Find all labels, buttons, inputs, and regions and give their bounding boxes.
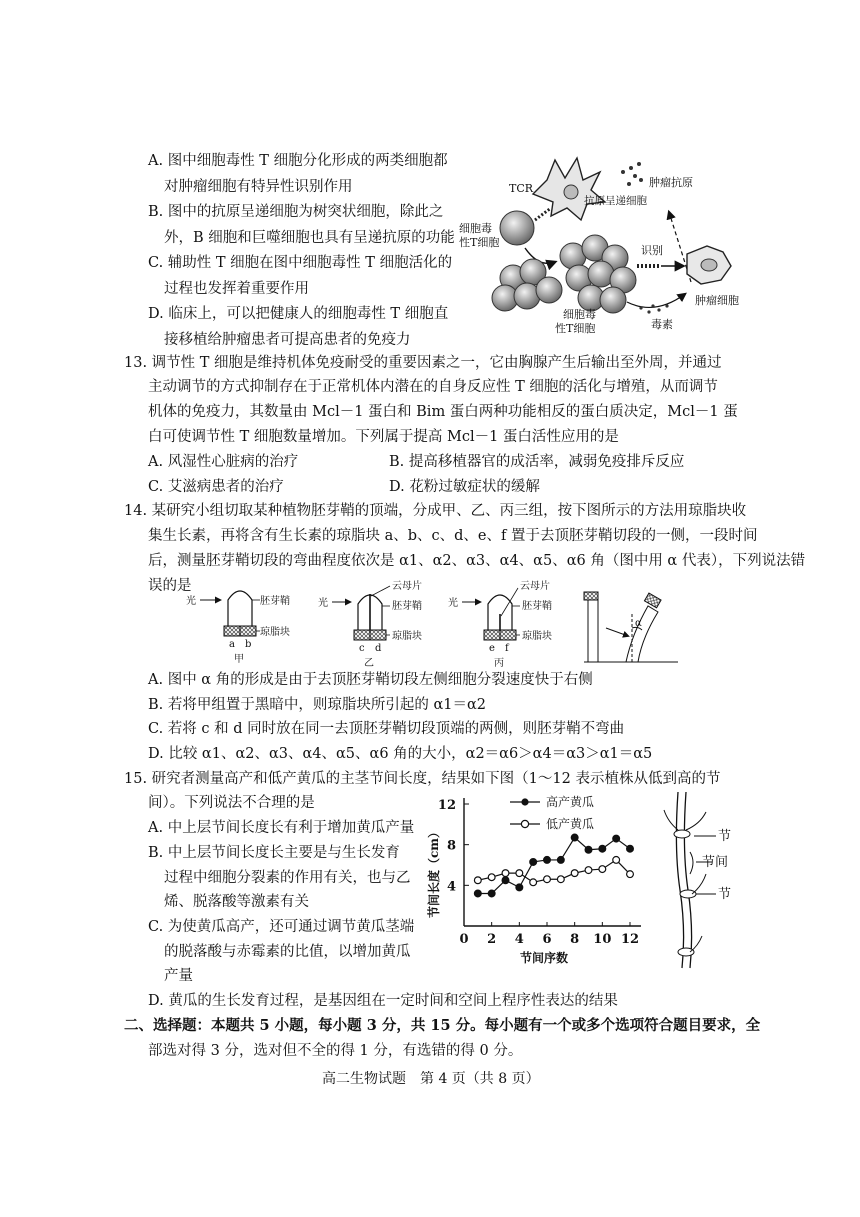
x-tick-label-5: 10 [593, 932, 612, 947]
internode-length-chart [416, 786, 656, 968]
q15-option-c-line1: C. 为使黄瓜高产，还可通过调节黄瓜茎端 [148, 919, 415, 935]
legend [510, 794, 594, 831]
section2-heading-line2: 部选对得 3 分，选对但不全的得 1 分，有选错的得 0 分。 [148, 1043, 523, 1059]
series-1-point-7 [557, 876, 564, 883]
q12-option-d-line1: D. 临床上，可以把健康人的细胞毒性 T 细胞直 [148, 306, 449, 322]
x-tick-label-4: 8 [570, 932, 580, 947]
series-1-point-5 [530, 879, 537, 886]
light-label-jia: 光 [186, 596, 196, 607]
label-internode: 节间 [702, 855, 729, 870]
series-0-point-8 [571, 834, 578, 841]
label-b: b [245, 639, 252, 650]
label-tcr: TCR [509, 182, 534, 195]
x-tick-label-2: 4 [514, 932, 524, 947]
q14-option-c: C. 若将 c 和 d 同时放在同一去顶胚芽鞘切段顶端的两侧，则胚芽鞘不弯曲 [148, 721, 625, 737]
series-1-point-8 [571, 870, 578, 877]
q15-option-b-line1: B. 中上层节间长度长主要是与生长发育 [148, 845, 400, 861]
bent-coleoptile-figure [584, 592, 678, 662]
label-mica-yi: 云母片 [392, 581, 422, 592]
q12-option-b-line2: 外，B 细胞和巨噬细胞也具有呈递抗原的功能 [164, 230, 455, 246]
q12-option-c-line1: C. 辅助性 T 细胞在图中细胞毒性 T 细胞活化的 [148, 255, 453, 271]
label-tumor-antigen: 肿瘤抗原 [649, 176, 693, 189]
q12-option-d-line2: 接移植给肿瘤患者可提高患者的免疫力 [164, 332, 411, 348]
label-c: c [359, 643, 365, 654]
x-tick-label-1: 2 [487, 932, 497, 947]
label-recognize: 识别 [641, 244, 663, 257]
label-a: a [229, 639, 235, 650]
label-d: d [375, 643, 382, 654]
q13-option-d: D. 花粉过敏症状的缓解 [389, 479, 540, 495]
label-apc: 抗原呈递细胞 [584, 195, 647, 207]
ctl-cluster-left [492, 259, 562, 311]
immune-response-diagram [455, 150, 760, 340]
q14-stem-line2: 集生长素，再将含有生长素的琼脂块 a、b、c、d、e、f 置于去顶胚芽鞘切段的一侧，一段时间 [148, 528, 758, 544]
label-tumor-cell: 肿瘤细胞 [695, 294, 739, 307]
label-yi: 乙 [364, 658, 374, 669]
series-0-point-7 [557, 857, 564, 864]
label-agar-jia: 琼脂块 [260, 627, 290, 638]
label-agar-bing: 琼脂块 [522, 631, 552, 642]
y-tick-label-2: 12 [437, 798, 456, 813]
q13-option-a: A. 风湿性心脏病的治疗 [148, 454, 299, 470]
label-ctl-1a: 细胞毒 [459, 222, 492, 235]
q12-option-c-line2: 过程也发挥着重要作用 [164, 281, 309, 297]
x-tick-label-3: 6 [542, 932, 552, 947]
x-axis-label: 节间序数 [520, 951, 569, 965]
q14-option-b: B. 若将甲组置于黑暗中，则琼脂块所引起的 α1＝α2 [148, 697, 487, 713]
toxin-dots [639, 304, 668, 313]
q14-stem-line4: 误的是 [148, 578, 192, 594]
label-coleoptile-yi: 胚芽鞘 [392, 601, 422, 612]
cucumber-stem-diagram [656, 790, 756, 970]
light-label-bing: 光 [448, 598, 458, 609]
label-jia: 甲 [234, 654, 244, 665]
series-0-point-1 [474, 890, 481, 897]
q15-option-c-line3: 产量 [164, 968, 193, 984]
legend-marker-high [521, 798, 528, 805]
page-footer: 高二生物试题 第 4 页（共 8 页） [322, 1071, 540, 1087]
y-tick-label-1: 8 [446, 838, 456, 854]
q12-option-a-line2: 对肿瘤细胞有特异性识别作用 [164, 179, 353, 195]
coleoptile-experiment-diagram [180, 578, 680, 670]
label-agar-yi: 琼脂块 [392, 631, 422, 642]
x-tick-label-6: 12 [620, 932, 640, 947]
q13-stem-line4: 白可使调节性 T 细胞数量增加。下列属于提高 Mcl－1 蛋白活性应用的是 [148, 429, 619, 445]
q14-stem-line3: 后，测量胚芽鞘切段的弯曲程度依次是 α1、α2、α3、α4、α5、α6 角（图中用 α 代表），下列说法错 [148, 553, 806, 569]
series-1-point-6 [544, 876, 551, 883]
series-1-point-3 [502, 870, 509, 877]
series-1-point-9 [585, 867, 592, 874]
label-node-top: 节 [718, 829, 732, 844]
y-axis-label: 节间长度（cm） [427, 825, 441, 918]
y-tick-label-0: 4 [446, 879, 456, 895]
ctl-cluster-right [560, 235, 636, 313]
label-mica-bing: 云母片 [520, 581, 550, 592]
label-coleoptile-bing: 胚芽鞘 [522, 601, 552, 612]
label-f: f [505, 643, 509, 654]
q15-option-b-line2: 过程中细胞分裂素的作用有关，也与乙 [164, 870, 411, 886]
section2-heading-line1: 二、选择题：本题共 5 小题，每小题 3 分，共 15 分。每小题有一个或多个选项符合题目要求，全 [124, 1017, 761, 1034]
label-toxin: 毒素 [651, 318, 673, 331]
legend-low: 低产黄瓜 [546, 817, 595, 831]
label-coleoptile-jia: 胚芽鞘 [260, 596, 290, 607]
q15-stem-line2: 间）。下列说法不合理的是 [148, 795, 315, 811]
series-1-point-2 [488, 874, 495, 881]
series-1-point-1 [474, 877, 481, 884]
series-0-point-12 [627, 845, 634, 852]
q12-option-b-line1: B. 图中的抗原呈递细胞为树突状细胞，除此之 [148, 204, 444, 220]
series-0-point-3 [502, 877, 509, 884]
series-0-point-11 [613, 835, 620, 842]
q13-stem-line2: 主动调节的方式抑制存在于正常机体内潜在的自身反应性 T 细胞的活化与增殖，从而调节 [148, 379, 718, 395]
q15-option-c-line2: 的脱落酸与赤霉素的比值，以增加黄瓜 [164, 944, 411, 960]
q13-option-b: B. 提高移植器官的成活率，减弱免疫排斥反应 [389, 454, 685, 470]
label-ctl-1b: 性T细胞 [459, 236, 500, 249]
legend-marker-low [521, 820, 528, 827]
x-tick-label-0: 0 [459, 932, 469, 947]
series-1-point-12 [627, 871, 634, 878]
series-0-point-6 [544, 857, 551, 864]
series-0-point-4 [516, 884, 523, 891]
light-label-yi: 光 [318, 598, 328, 609]
series-1-point-4 [516, 870, 523, 877]
q15-option-a: A. 中上层节间长度长有利于增加黄瓜产量 [148, 820, 415, 836]
q14-option-a: A. 图中 α 角的形成是由于去顶胚芽鞘切段左侧细胞分裂速度快于右侧 [148, 672, 593, 688]
q14-option-d: D. 比较 α1、α2、α3、α4、α5、α6 角的大小，α2＝α6＞α4＝α3＞α1＝α5 [148, 746, 653, 762]
series-1-point-11 [613, 857, 620, 864]
tumor-antigen-dots [621, 162, 643, 186]
q15-option-b-line3: 烯、脱落酸等激素有关 [164, 894, 309, 910]
label-bing: 丙 [494, 658, 504, 669]
label-alpha: α [635, 618, 642, 629]
label-node-bottom: 节 [718, 887, 732, 902]
q14-stem-line1: 14. 某研究小组切取某种植物胚芽鞘的顶端，分成甲、乙、丙三组，按下图所示的方法用琼脂块收 [124, 503, 747, 519]
q13-stem-line1: 13. 调节性 T 细胞是维持机体免疫耐受的重要因素之一，它由胸腺产生后输出至外周，并通过 [124, 355, 722, 371]
series-line-1 [478, 860, 630, 882]
q12-option-a-line1: A. 图中细胞毒性 T 细胞分化形成的两类细胞都 [148, 153, 448, 169]
q15-option-d: D. 黄瓜的生长发育过程，是基因组在一定时间和空间上程序性表达的结果 [148, 993, 618, 1009]
label-ctl-2b: 性T细胞 [555, 322, 596, 335]
series-0-point-5 [530, 859, 537, 866]
q15-stem-line1: 15. 研究者测量高产和低产黄瓜的主茎节间长度，结果如下图（1～12 表示植株从低到高的节 [124, 771, 721, 787]
label-ctl-2a: 细胞毒 [563, 308, 596, 321]
series-0-point-9 [585, 846, 592, 853]
q13-stem-line3: 机体的免疫力，其数量由 Mcl－1 蛋白和 Bim 蛋白两种功能相反的蛋白质决定，Mcl－1 蛋 [148, 404, 738, 420]
series-1-point-10 [599, 866, 606, 873]
series-0-point-10 [599, 845, 606, 852]
legend-high: 高产黄瓜 [546, 795, 595, 809]
q13-option-c: C. 艾滋病患者的治疗 [148, 479, 284, 495]
label-e: e [489, 643, 495, 654]
series-0-point-2 [488, 890, 495, 897]
